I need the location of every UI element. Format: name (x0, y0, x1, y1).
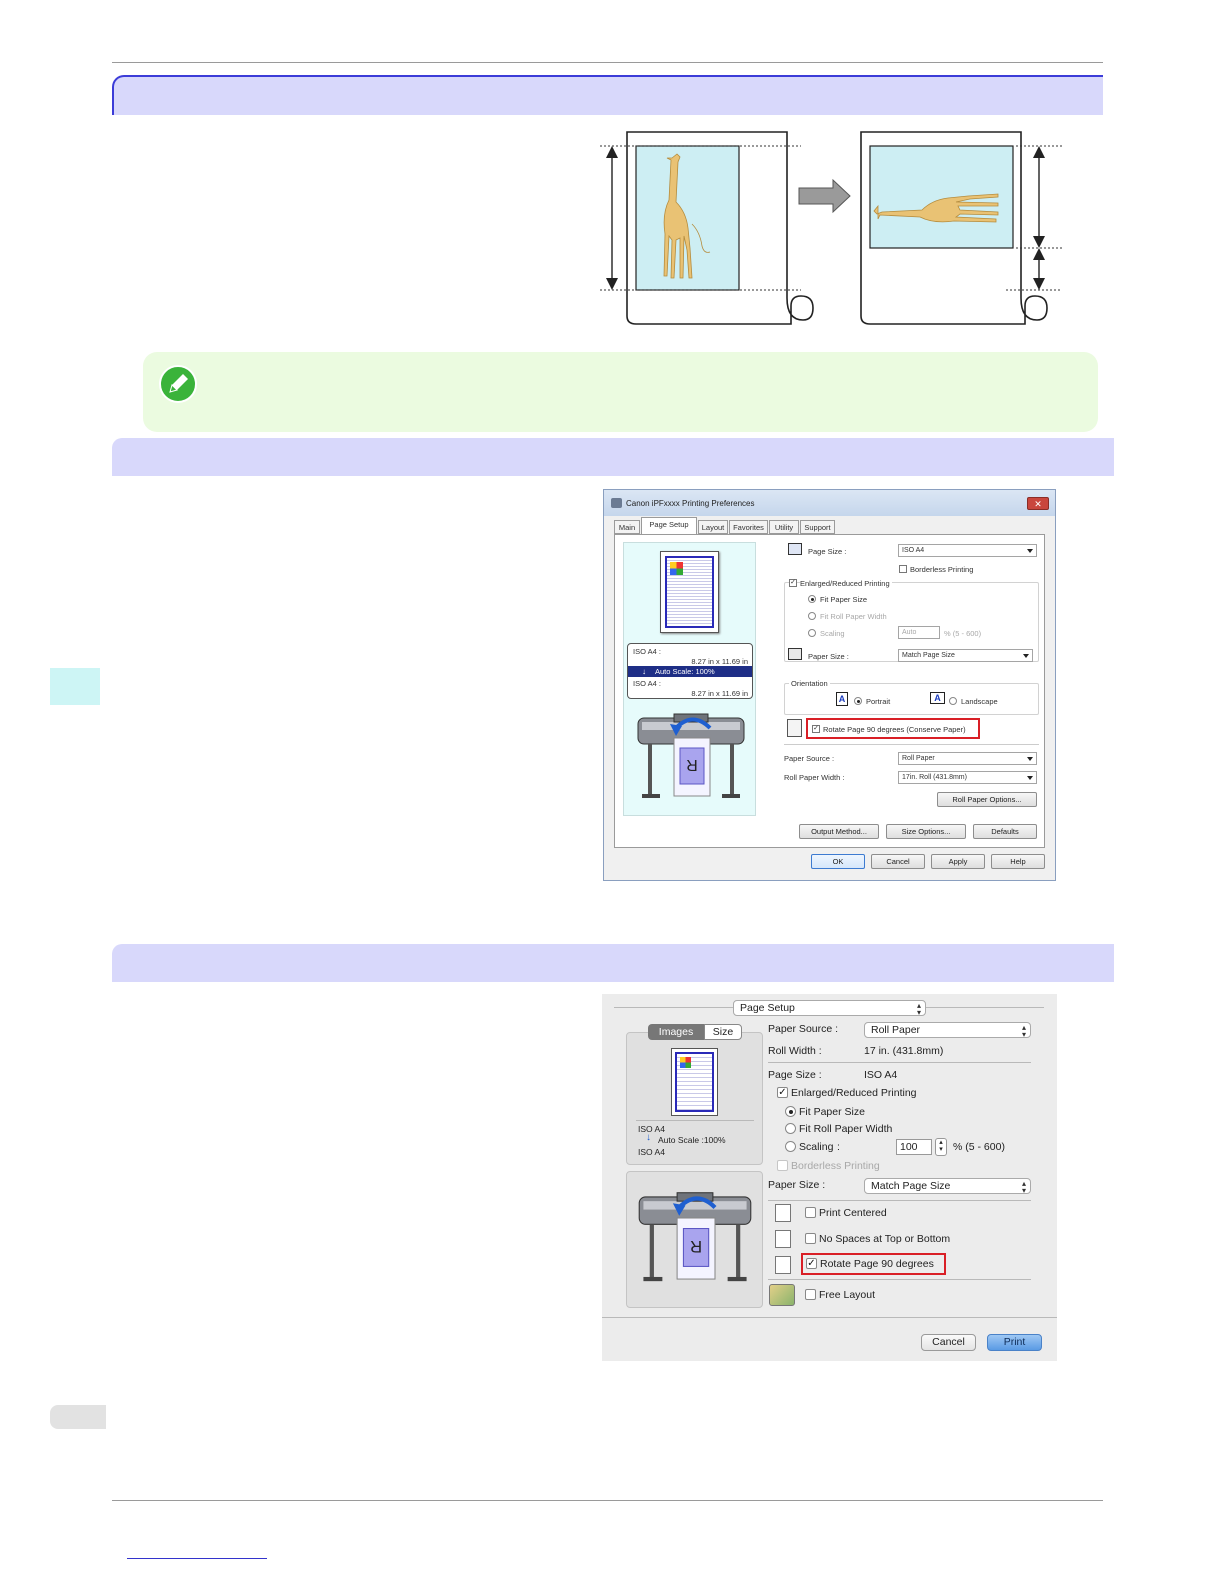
preview-separator (636, 1120, 754, 1121)
large-format-printer-illustration (635, 1186, 755, 1290)
section-heading-bar (112, 438, 1114, 476)
scaling-label: Scaling (799, 1141, 834, 1153)
input-size-label: ISO A4 : (633, 647, 661, 656)
cancel-button[interactable]: Cancel (871, 854, 925, 869)
fit-paper-radio[interactable] (785, 1106, 796, 1117)
page-size-select[interactable]: ISO A4 (898, 544, 1037, 557)
borderless-label: Borderless Printing (910, 565, 974, 574)
orientation-label: Orientation (791, 679, 828, 688)
free-layout-icon (769, 1284, 795, 1306)
roll-width-label: Roll Width : (768, 1045, 822, 1057)
section-heading-bar (112, 944, 1114, 982)
size-options-button[interactable]: Size Options... (886, 824, 966, 839)
close-button[interactable]: ✕ (1027, 497, 1049, 510)
landscape-radio[interactable] (949, 697, 957, 705)
scaling-radio[interactable] (808, 629, 816, 637)
separator (768, 1062, 1031, 1063)
right-arrow-icon (799, 180, 850, 212)
enlarged-checkbox[interactable]: ✓ (778, 1087, 787, 1098)
print-button[interactable]: Print (987, 1334, 1042, 1351)
borderless-label: Borderless Printing (791, 1160, 880, 1172)
down-arrow-icon: ↓ (642, 667, 646, 676)
page-setup-menu[interactable]: Page Setup ▴ ▾ (733, 1000, 926, 1016)
scaling-input[interactable]: Auto (898, 626, 940, 639)
separator (768, 1200, 1031, 1201)
portrait-label: Portrait (866, 697, 891, 706)
scaling-range: % (5 - 600) (953, 1141, 1005, 1153)
no-spaces-checkbox[interactable] (805, 1233, 816, 1244)
separator (784, 744, 1039, 745)
page-size-value: ISO A4 (864, 1069, 898, 1081)
paper-size-label: Paper Size : (768, 1179, 826, 1191)
page-size-icon (788, 543, 802, 555)
tab-utility[interactable]: Utility (769, 520, 799, 534)
paper-size-select[interactable]: Match Page Size ▴ ▾ (864, 1178, 1031, 1194)
scaling-label: Scaling (820, 629, 845, 638)
fit-roll-radio[interactable] (808, 612, 816, 620)
page-thumbnail (671, 1048, 718, 1116)
fit-roll-label: Fit Roll Paper Width (799, 1123, 893, 1135)
footer-link-underline[interactable] (127, 1558, 267, 1559)
fit-paper-label: Fit Paper Size (820, 595, 868, 604)
note-box (143, 352, 1098, 432)
section-heading-bar (112, 75, 1103, 115)
sheet-letter: R (686, 756, 698, 773)
rotate-page-checkbox[interactable]: ✓ (807, 1258, 816, 1269)
scaling-input[interactable]: 100 (896, 1139, 932, 1155)
borderless-checkbox[interactable] (777, 1160, 788, 1171)
header-rule (112, 62, 1103, 63)
windows-printing-preferences-dialog (603, 489, 1056, 881)
rotate-page-label: Rotate Page 90 degrees (820, 1258, 934, 1270)
page-side-tab[interactable] (50, 1405, 106, 1429)
fit-paper-radio[interactable] (808, 595, 816, 603)
paper-size-select[interactable]: Match Page Size (898, 649, 1033, 662)
scaling-stepper[interactable]: ▴ ▾ (935, 1138, 947, 1156)
updown-arrows-icon: ▴ ▾ (916, 1001, 921, 1017)
enlarged-label: Enlarged/Reduced Printing (791, 1087, 917, 1099)
image-thumbnail (680, 1057, 691, 1068)
tab-page-setup[interactable]: Page Setup (641, 517, 697, 535)
print-centered-checkbox[interactable] (805, 1207, 816, 1218)
fit-roll-label: Fit Roll Paper Width (820, 612, 887, 621)
roll-width-select[interactable]: 17in. Roll (431.8mm) (898, 771, 1037, 784)
tab-images[interactable]: Images (648, 1024, 704, 1040)
scaling-range: % (5 - 600) (944, 629, 982, 638)
output-method-button[interactable]: Output Method... (799, 824, 879, 839)
portrait-radio[interactable] (854, 697, 862, 705)
paper-size-icon (788, 648, 802, 660)
preview-size-out: ISO A4 (638, 1147, 665, 1157)
auto-scale-label: Auto Scale: 100% (655, 667, 715, 676)
print-centered-icon (775, 1204, 791, 1222)
paper-source-select[interactable]: Roll Paper ▴ ▾ (864, 1022, 1031, 1038)
size-info-box (627, 643, 753, 699)
rotate-page-icon (775, 1256, 791, 1274)
rotation-illustration (596, 128, 1066, 332)
enlarged-label: Enlarged/Reduced Printing (800, 579, 890, 588)
no-spaces-icon (775, 1230, 791, 1248)
output-size-dims: 8.27 in x 11.69 in (691, 689, 748, 698)
fit-roll-radio[interactable] (785, 1123, 796, 1134)
paper-source-select[interactable]: Roll Paper (898, 752, 1037, 765)
roll-paper-before (627, 132, 813, 324)
free-layout-checkbox[interactable] (805, 1289, 816, 1300)
tab-support[interactable]: Support (800, 520, 835, 534)
dialog-title: Canon iPFxxxx Printing Preferences (626, 499, 755, 508)
portrait-icon: A (836, 692, 848, 706)
title-bar (604, 490, 1055, 516)
enlarged-checkbox[interactable]: ✓ (790, 579, 796, 586)
tab-layout[interactable]: Layout (698, 520, 728, 534)
scaling-colon: : (837, 1141, 840, 1153)
input-size-dims: 8.27 in x 11.69 in (691, 657, 748, 666)
paper-size-label: Paper Size : (808, 652, 849, 661)
roll-width-value: 17 in. (431.8mm) (864, 1045, 944, 1057)
down-arrow-icon: ↓ (646, 1132, 651, 1143)
landscape-icon: A (930, 692, 945, 704)
preview-size-in: ISO A4 (638, 1124, 665, 1134)
print-centered-label: Print Centered (819, 1207, 887, 1219)
cancel-button[interactable]: Cancel (921, 1334, 976, 1351)
ok-button[interactable]: OK (811, 854, 865, 869)
printer-icon (611, 498, 622, 508)
borderless-checkbox[interactable] (899, 565, 907, 573)
no-spaces-label: No Spaces at Top or Bottom (819, 1233, 951, 1245)
fit-paper-label: Fit Paper Size (799, 1106, 865, 1118)
mac-page-setup-dialog (602, 994, 1057, 1361)
sheet-letter: R (689, 1237, 703, 1257)
footer-rule (112, 1500, 1103, 1501)
preview-auto-scale: Auto Scale :100% (658, 1135, 726, 1145)
bottom-separator (602, 1317, 1057, 1318)
tab-main[interactable]: Main (614, 520, 640, 534)
large-format-printer-illustration (634, 708, 748, 806)
roll-width-label: Roll Paper Width : (784, 773, 845, 782)
chapter-side-tab[interactable] (50, 668, 100, 705)
page-thumbnail (660, 551, 719, 633)
page-size-label: Page Size : (768, 1069, 822, 1081)
output-size-label: ISO A4 : (633, 679, 661, 688)
tab-size[interactable]: Size (704, 1024, 742, 1040)
pencil-note-icon (158, 364, 198, 404)
roll-paper-options-button[interactable]: Roll Paper Options... (937, 792, 1037, 807)
rotate-page-checkbox[interactable]: ✓ (813, 725, 819, 732)
scaling-radio[interactable] (785, 1141, 796, 1152)
tab-favorites[interactable]: Favorites (729, 520, 768, 534)
image-thumbnail (670, 562, 683, 575)
page-size-label: Page Size : (808, 547, 847, 556)
paper-source-label: Paper Source : (768, 1023, 839, 1035)
landscape-label: Landscape (961, 697, 998, 706)
help-button[interactable]: Help (991, 854, 1045, 869)
free-layout-label: Free Layout (819, 1289, 876, 1301)
separator (768, 1279, 1031, 1280)
apply-button[interactable]: Apply (931, 854, 985, 869)
defaults-button[interactable]: Defaults (973, 824, 1037, 839)
roll-paper-after (861, 132, 1047, 324)
paper-source-label: Paper Source : (784, 754, 835, 763)
rotate-page-label: Rotate Page 90 degrees (Conserve Paper) (823, 725, 966, 734)
rotate-page-icon (787, 719, 802, 737)
